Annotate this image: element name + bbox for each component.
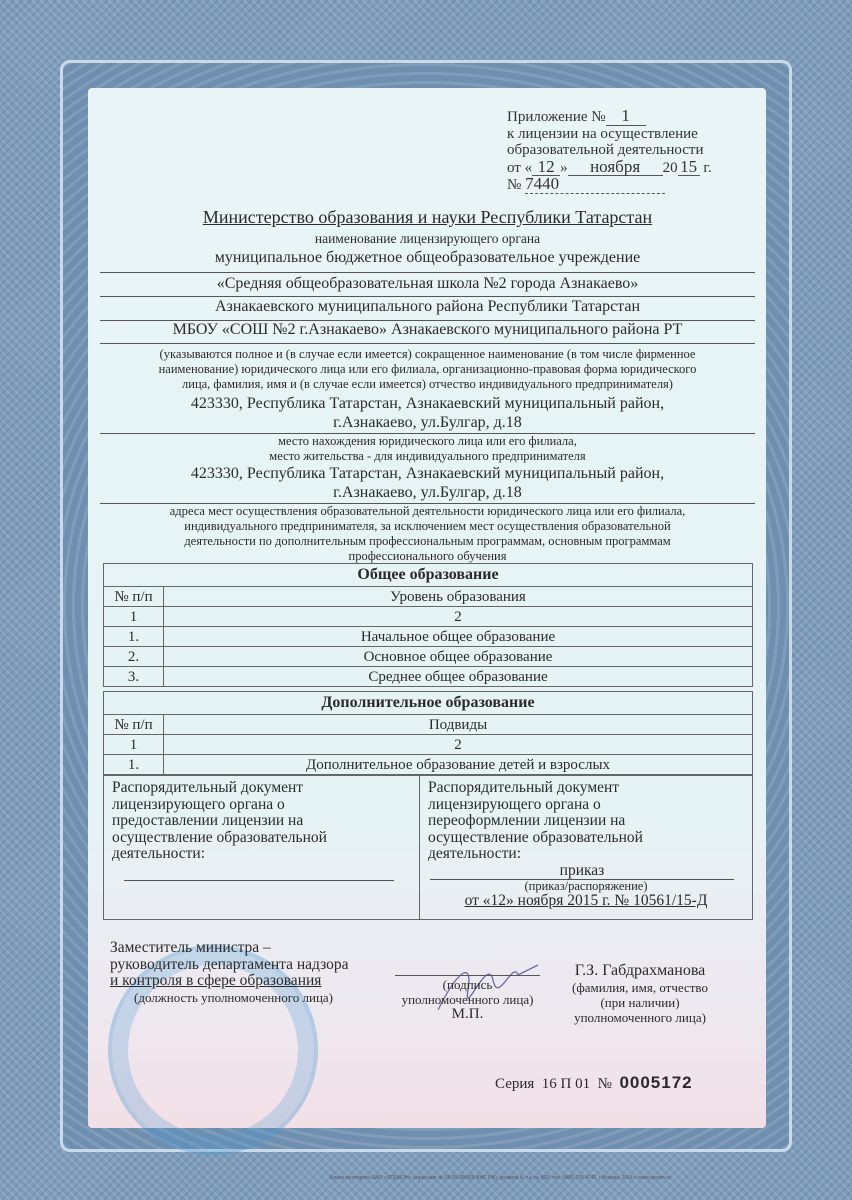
table-index-row	[104, 735, 753, 755]
signature-caption-line: уполномоченного лица)	[401, 992, 534, 1007]
grant-doc-text: лицензирующего органа о	[112, 795, 285, 813]
position-caption: (должность уполномоченного лица)	[134, 989, 334, 1005]
licensing-authority: Министерство образования и науки Республики Татарстан	[202, 207, 653, 227]
appendix-number: 1	[606, 108, 646, 126]
column-index: 1	[104, 607, 164, 627]
authority-caption: наименование лицензирующего органа	[314, 231, 541, 246]
divider	[100, 343, 755, 344]
reissue-doc-text: деятельности:	[428, 845, 522, 862]
reissue-doc-text: лицензирующего органа о	[428, 795, 601, 813]
divider	[100, 272, 755, 273]
year-suffix: г.	[703, 159, 712, 176]
table-header-row	[104, 715, 753, 735]
printer-imprint: Бланк изготовлен ЗАО «ОПЦИОН» (лицензия № 05-05-09/003 ФНС РФ), уровень А, т.з. № 520, тел. (495) 726 4742, г.Москва, 2014 г. www.opcion.ru	[330, 1175, 671, 1181]
education-subtype: Дополнительное образование детей и взрослых	[164, 755, 753, 775]
table-title: Общее образование	[104, 564, 753, 587]
reissue-document-cell	[420, 776, 752, 919]
serial-label: Серия	[495, 1076, 535, 1092]
grant-doc-text: деятельности:	[112, 845, 206, 862]
table-row	[104, 667, 753, 687]
appendix-line: образовательной деятельности	[507, 142, 704, 158]
education-level: Основное общее образование	[164, 647, 753, 667]
org-name-line: муниципальное бюджетное общеобразовательное учреждение	[214, 249, 641, 266]
org-name-line: Азнакаевского муниципального района Республики Татарстан	[214, 298, 641, 315]
date-year: 15	[678, 159, 700, 177]
grant-doc-text: Распорядительный документ	[112, 779, 304, 796]
date-month: ноября	[568, 159, 663, 177]
name-caption: (при наличии)	[600, 995, 680, 1010]
document-type-caption: (приказ/распоряжение)	[524, 879, 648, 893]
blank-line	[124, 880, 394, 881]
divider	[100, 296, 755, 297]
reissue-doc-text: осуществление образовательной	[428, 828, 643, 846]
position-line: руководитель департамента надзора	[110, 955, 349, 973]
education-level: Начальное общее образование	[164, 627, 753, 647]
appendix-line: к лицензии на осуществление	[507, 125, 698, 142]
name-caption: (фамилия, имя, отчество	[572, 980, 708, 995]
additional-education-table	[103, 691, 753, 775]
education-level: Среднее общее образование	[164, 667, 753, 687]
signatory-name: Г.З. Габдрахманова	[574, 962, 706, 979]
activity-caption: адреса мест осуществления образовательной деятельности юридического лица или его филиала,	[169, 504, 686, 518]
document-type: приказ	[430, 863, 734, 881]
position-line: Заместитель министра –	[110, 939, 271, 956]
org-name-line: «Средняя общеобразовательная школа №2 города Азнакаево»	[216, 275, 639, 292]
column-header: № п/п	[104, 715, 164, 735]
column-index: 2	[164, 607, 753, 627]
seal-place-label: М.П.	[451, 1006, 484, 1022]
year-prefix: 20	[662, 159, 678, 176]
license-no-label: №	[507, 177, 522, 193]
serial-no-label: №	[597, 1076, 612, 1092]
column-header: № п/п	[104, 587, 164, 607]
signature-caption-line: (подпись	[442, 977, 493, 992]
column-header: Подвиды	[164, 715, 753, 735]
location-caption: место жительства - для индивидуального предпринимателя	[269, 449, 586, 463]
serial-series: 16 П 01	[541, 1076, 591, 1092]
date-prefix: от «	[507, 159, 533, 176]
row-number: 1.	[104, 755, 164, 775]
appendix-block	[507, 108, 712, 194]
activity-caption: профессионального обучения	[348, 549, 507, 563]
serial-number: 0005172	[619, 1073, 693, 1092]
activity-caption: деятельности по дополнительным профессиональным программам, основным программам	[184, 534, 671, 548]
grant-doc-text: предоставлении лицензии на	[112, 812, 304, 829]
column-header: Уровень образования	[164, 587, 753, 607]
grant-document-cell	[104, 776, 420, 919]
signatory-name-block	[560, 962, 720, 1025]
table-header-row	[104, 587, 753, 607]
appendix-label: Приложение №	[507, 109, 606, 125]
date-mid: »	[560, 159, 568, 176]
column-index: 2	[164, 735, 753, 755]
document-details: от «12» ноября 2015 г. № 10561/15-Д	[464, 892, 708, 909]
location-address: 423330, Республика Татарстан, Азнакаевский муниципальный район,	[190, 395, 665, 412]
position-line: и контроля в сфере образования	[110, 972, 322, 989]
table-title: Дополнительное образование	[104, 692, 753, 715]
column-index: 1	[104, 735, 164, 755]
serial-block	[495, 1073, 693, 1093]
activity-caption: индивидуального предпринимателя, за исключением мест осуществления образовательной	[184, 519, 671, 533]
table-index-row	[104, 607, 753, 627]
row-number: 2.	[104, 647, 164, 667]
grant-doc-text: осуществление образовательной	[112, 828, 327, 846]
activity-address: 423330, Республика Татарстан, Азнакаевский муниципальный район,	[190, 465, 665, 482]
org-short-name: МБОУ «СОШ №2 г.Азнакаево» Азнакаевского муниципального района РТ	[172, 321, 683, 338]
reissue-doc-text: переоформлении лицензии на	[428, 812, 626, 829]
name-caption: уполномоченного лица)	[574, 1010, 706, 1025]
location-caption: место нахождения юридического лица или его филиала,	[278, 434, 577, 448]
table-row	[104, 647, 753, 667]
table-row	[104, 755, 753, 775]
row-number: 3.	[104, 667, 164, 687]
activity-address: г.Азнакаево, ул.Булгар, д.18	[333, 484, 522, 501]
signature-line	[395, 975, 540, 976]
org-caption: наименование) юридического лица или его филиала, организационно-правовая форма юридического	[158, 362, 697, 376]
administrative-documents	[103, 775, 753, 920]
reissue-doc-text: Распорядительный документ	[428, 779, 620, 796]
row-number: 1.	[104, 627, 164, 647]
general-education-table	[103, 563, 753, 687]
signatory-position	[110, 940, 349, 1006]
license-number: 7440	[525, 176, 665, 194]
signature-caption	[385, 977, 550, 1022]
org-caption: (указываются полное и (в случае если имеется) сокращенное наименование (в том числе фирменное	[159, 347, 696, 361]
location-address: г.Азнакаево, ул.Булгар, д.18	[333, 414, 522, 431]
table-row	[104, 627, 753, 647]
date-day: 12	[532, 159, 560, 177]
org-caption: лица, фамилия, имя и (в случае если имеется) отчество индивидуального предпринимателя)	[182, 377, 673, 391]
